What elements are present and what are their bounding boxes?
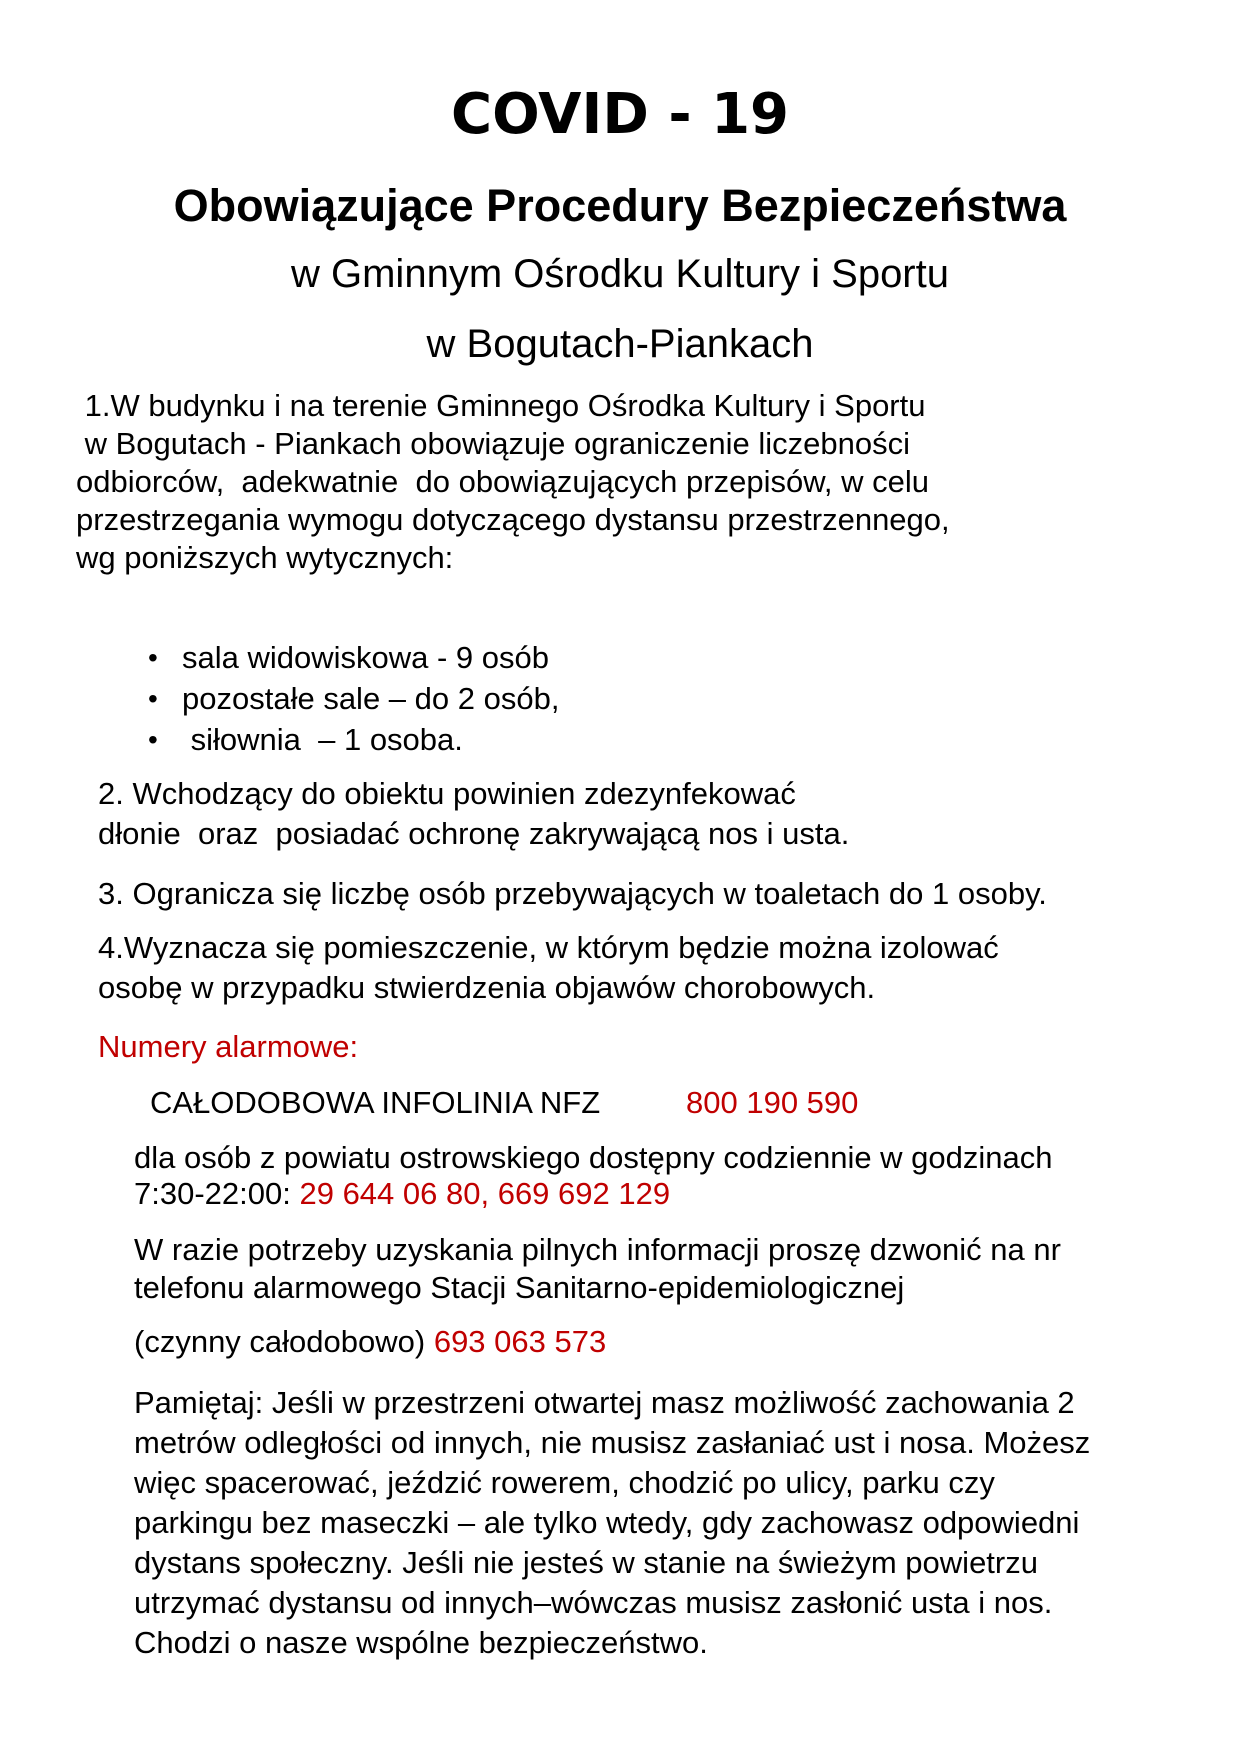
point-1-line: odbiorców, adekwatnie do obowiązujących przepisów, w celu — [76, 464, 929, 499]
sanepid-info-line: W razie potrzeby uzyskania pilnych informacji proszę dzwonić na nr — [134, 1232, 1061, 1267]
point-1-line: przestrzegania wymogu dotyczącego dystansu przestrzennego, — [76, 502, 950, 537]
powiat-phone-numbers: 29 644 06 80, 669 692 129 — [299, 1176, 671, 1211]
nfz-hotline-label: CAŁODOBOWA INFOLINIA NFZ — [150, 1085, 601, 1120]
sanepid-info-line: telefonu alarmowego Stacji Sanitarno-epidemiologicznej — [134, 1270, 905, 1305]
powiat-info-line: dla osób z powiatu ostrowskiego dostępny codziennie w godzinach — [134, 1140, 1053, 1175]
page-subtitle: Obowiązujące Procedury Bezpieczeństwa — [173, 180, 1067, 231]
powiat-hours-line — [134, 1175, 670, 1213]
remember-line: utrzymać dystansu od innych–wówczas musisz zasłonić usta i nos. — [134, 1585, 1053, 1620]
alarm-heading: Numery alarmowe: — [98, 1029, 359, 1064]
sanepid-hours: (czynny całodobowo) — [134, 1324, 434, 1359]
point-4-line: osobę w przypadku stwierdzenia objawów chorobowych. — [98, 970, 876, 1005]
sanepid-number-line — [134, 1323, 606, 1361]
remember-line: dystans społeczny. Jeśli nie jesteś w stanie na świeżym powietrzu — [134, 1545, 1038, 1580]
point-2-line: 2. Wchodzący do obiektu powinien zdezynfekować — [98, 776, 796, 811]
remember-line: więc spacerować, jeździć rowerem, chodzić po ulicy, parku czy — [134, 1465, 995, 1500]
point-1-line: 1.W budynku i na terenie Gminnego Ośrodka Kultury i Sportu — [76, 388, 926, 423]
point-1-line: w Bogutach - Piankach obowiązuje ograniczenie liczebności — [76, 426, 911, 461]
remember-line: Chodzi o nasze wspólne bezpieczeństwo. — [134, 1625, 708, 1660]
capacity-list — [130, 637, 559, 760]
remember-line: parkingu bez maseczki – ale tylko wtedy, gdy zachowasz odpowiedni — [134, 1505, 1080, 1540]
list-item: • sala widowiskowa - 9 osób — [130, 637, 559, 678]
sanepid-phone-number: 693 063 573 — [433, 1324, 607, 1359]
remember-line: Pamiętaj: Jeśli w przestrzeni otwartej masz możliwość zachowania 2 — [134, 1385, 1075, 1420]
location-line: w Bogutach-Piankach — [426, 322, 814, 366]
point-2-line: dłonie oraz posiadać ochronę zakrywającą nos i usta. — [98, 816, 850, 851]
nfz-hotline-number: 800 190 590 — [686, 1085, 859, 1120]
remember-line: metrów odległości od innych, nie musisz zasłaniać ust i nosa. Możesz — [134, 1425, 1091, 1460]
institution-line: w Gminnym Ośrodku Kultury i Sportu — [291, 252, 949, 296]
powiat-hours: 7:30-22:00: — [134, 1176, 300, 1211]
list-item: • pozostałe sale – do 2 osób, — [130, 678, 559, 719]
point-1-line: wg poniższych wytycznych: — [76, 540, 454, 575]
page-title: COVID - 19 — [450, 82, 790, 147]
point-3: 3. Ogranicza się liczbę osób przebywających w toaletach do 1 osoby. — [98, 876, 1047, 911]
point-4-line: 4.Wyznacza się pomieszczenie, w którym będzie można izolować — [98, 930, 999, 965]
list-item: • siłownia – 1 osoba. — [130, 719, 559, 760]
